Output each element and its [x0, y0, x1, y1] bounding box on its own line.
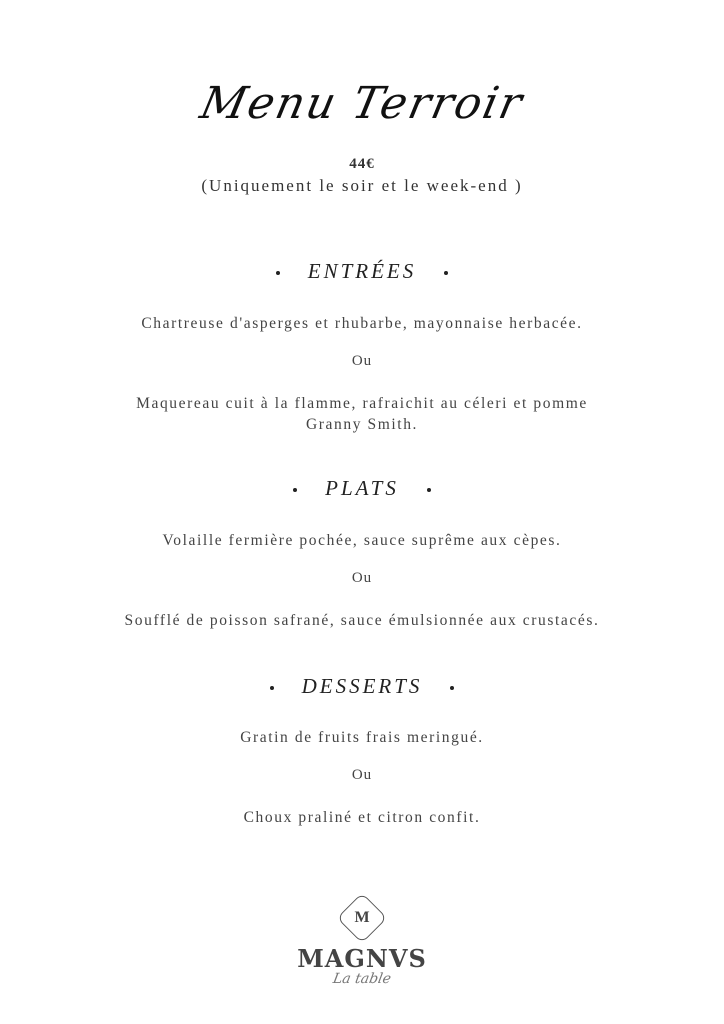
or-separator: Ou — [351, 767, 373, 783]
or-separator: Ou — [351, 353, 373, 369]
bullet-icon — [450, 686, 454, 690]
bullet-icon — [427, 488, 431, 492]
bullet-icon — [276, 271, 280, 275]
logo-name: MAGNVS — [297, 944, 427, 973]
logo-subtitle: La table — [331, 971, 393, 987]
dish-entree-2: Maquereau cuit à la flamme, rafraichit au céleri et pomme Granny Smith. — [136, 395, 588, 433]
section-heading-entrees — [0, 259, 724, 284]
section-heading-desserts — [0, 674, 724, 699]
bullet-icon — [270, 686, 274, 690]
dish-dessert-1: Gratin de fruits frais meringué. — [240, 729, 484, 746]
dish-plat-1: Volaille fermière pochée, sauce suprême aux cèpes. — [162, 532, 562, 549]
or-separator: Ou — [351, 570, 373, 586]
dish-plat-2: Soufflé de poisson safrané, sauce émulsionnée aux crustacés. — [124, 612, 600, 629]
section-heading-label: ENTRÉES — [307, 259, 417, 283]
menu-price: 44€ — [349, 156, 375, 172]
menu-title: Menu Terroir — [195, 78, 529, 129]
restaurant-logo — [0, 900, 724, 987]
section-heading-plats — [0, 476, 724, 501]
logo-emblem-letter: M — [354, 909, 370, 926]
dish-entree-1: Chartreuse d'asperges et rhubarbe, mayonnaise herbacée. — [141, 315, 583, 332]
section-heading-label: PLATS — [325, 476, 399, 500]
bullet-icon — [293, 488, 297, 492]
logo-emblem-icon — [337, 893, 388, 944]
section-heading-label: DESSERTS — [301, 674, 423, 698]
dish-dessert-2: Choux praliné et citron confit. — [243, 809, 481, 826]
bullet-icon — [444, 271, 448, 275]
menu-availability-note: (Uniquement le soir et le week-end ) — [201, 176, 523, 195]
